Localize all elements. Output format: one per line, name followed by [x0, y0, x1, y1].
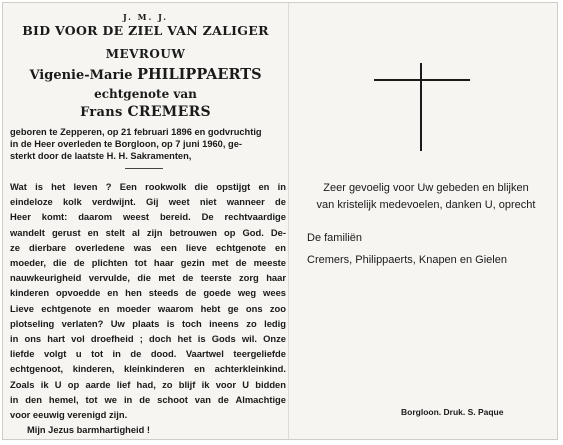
family-intro: De familiën [307, 232, 363, 244]
family-names: Cremers, Philippaerts, Knapen en Gielen [307, 254, 507, 266]
separator-rule [125, 168, 163, 169]
memorial-line: liefde volgt u tot in de dood. Vaartwel teergeliefde [10, 348, 286, 360]
memorial-line: moeder, die de plichten tot haar gezin met de meeste [10, 257, 286, 269]
spouse-intro: echtgenote van [94, 87, 197, 101]
memorial-line: nauwkeurigheid vervulde, die met de teerste zorg haar [10, 272, 286, 284]
heading-prayer: BID VOOR DE ZIEL VAN ZALIGER [22, 23, 269, 38]
birth-line: geboren te Zepperen, op 21 februari 1896 en godvruchtig [10, 127, 262, 137]
memorial-line: plotseling verlaten? Uw plaats is toch ineens zo ledig [10, 317, 286, 329]
memorial-line: wandelt gerust en stelt al zijn betrouwen op God. De- [10, 226, 286, 238]
cross-vertical-bar [420, 63, 422, 151]
right-panel [289, 3, 559, 439]
spouse-family-name: CREMERS [127, 104, 211, 120]
spouse-given-name: Frans [80, 105, 123, 120]
memorial-line: kinderen opvoedde en hen steeds de goede weg wees [10, 287, 286, 299]
memorial-line: Wat is het leven ? Een rookwolk die opstijgt en in [10, 181, 286, 192]
left-panel [3, 3, 288, 439]
memorial-line: eindeloze kolk verdwijnt. Gij weet niet wanneer de [10, 196, 286, 208]
thanks-line: van kristelijk medevoelen, danken U, oprecht [316, 199, 536, 211]
memorial-line: Heer komt: daarom weest bereid. De rechtvaardige [10, 211, 286, 223]
spouse-name [3, 104, 288, 120]
deceased-given-name: Vigenie-Marie [29, 68, 133, 83]
memorial-line: echtgenoot, kinderen, kleinkinderen en achterkleinkind. [10, 363, 286, 375]
thanks-text [297, 180, 555, 214]
memorial-line: Lieve echtgenote en moeder waarom hebt ge ons zoo [10, 302, 286, 314]
memorial-line: ze dierbare overledene was een lieve echtgenote en [10, 241, 286, 253]
sacrament-line: sterkt door de laatste H. H. Sakramenten, [10, 151, 192, 161]
death-line: in de Heer overleden te Borgloon, op 7 juni 1960, ge- [10, 139, 242, 149]
birth-death-details [10, 126, 287, 162]
thanks-line: Zeer gevoelig voor Uw gebeden en blijken [323, 182, 529, 194]
memorial-line: in ons hart vol droefheid ; doch het is Gods wil. Onze [10, 333, 286, 345]
monogram: J. M. J. [122, 12, 169, 22]
heading-title: MEVROUW [105, 47, 186, 61]
closing-prayer: Mijn Jezus barmhartigheid ! [27, 425, 150, 435]
memorial-line: voor eeuwig verenigd zijn. [10, 409, 128, 421]
cross-horizontal-bar [374, 79, 470, 81]
memorial-line: Zoals ik U op aarde lief had, zo blijf ik voor U bidden [10, 378, 286, 390]
deceased-name [3, 66, 288, 83]
memorial-line: in den hemel, tot we in de schoot van de Almachtige [10, 393, 286, 405]
memorial-text [10, 179, 286, 422]
printer-imprint: Borgloon. Druk. S. Paque [401, 407, 504, 417]
deceased-family-name: PHILIPPAERTS [137, 66, 262, 83]
memorial-card [2, 2, 558, 440]
